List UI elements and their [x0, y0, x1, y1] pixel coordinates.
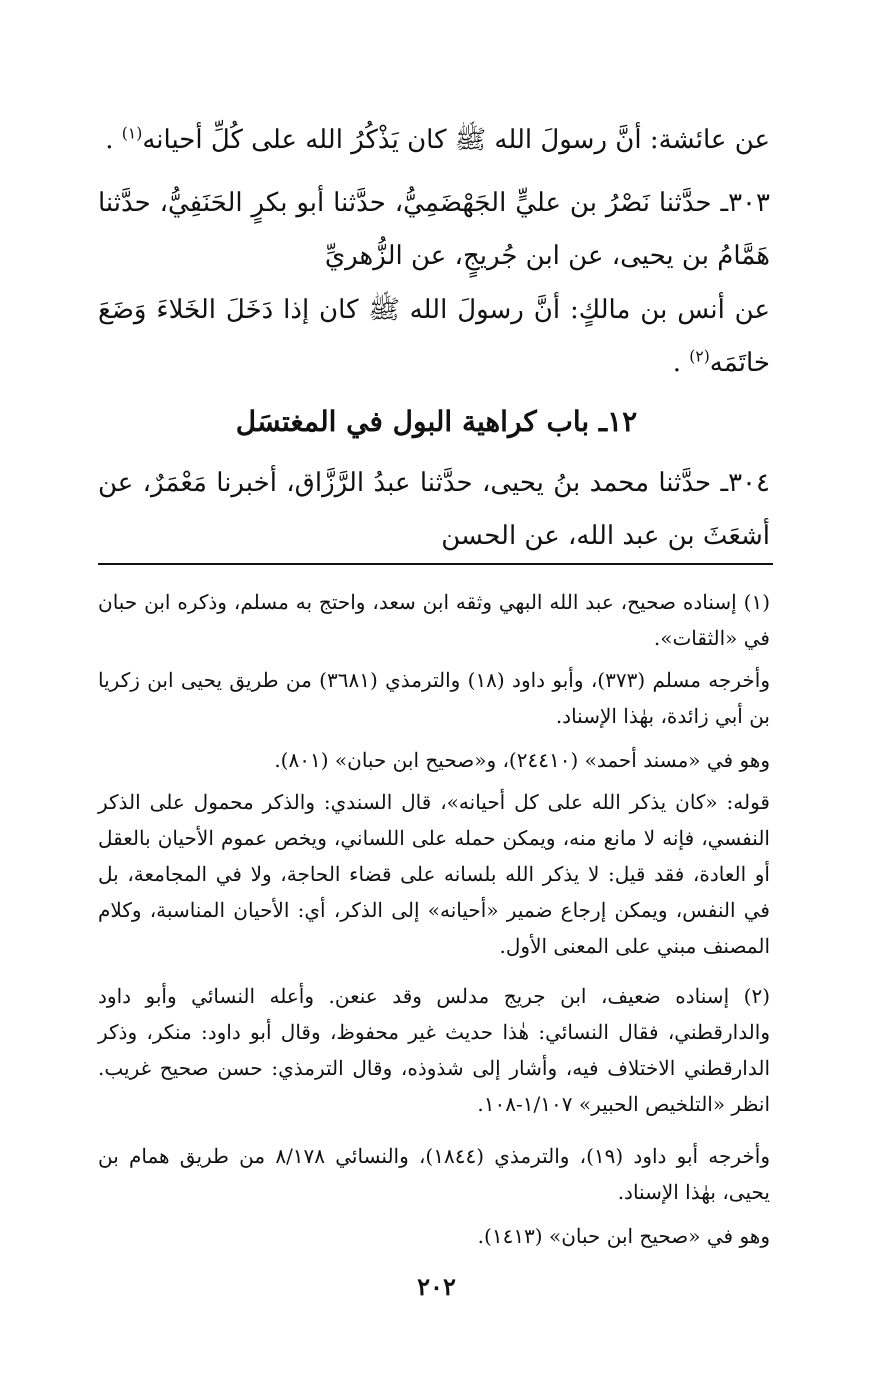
hadith-303-text: عن أنس بن مالكٍ: أنَّ رسولَ الله ﷺ كان إذا دَخَلَ الخَلاءَ وَضَعَ خاتَمَه	[98, 295, 770, 378]
footnote-2: (٢) إسناده ضعيف، ابن جريج مدلس وقد عنعن. وأعله النسائي وأبو داود والدارقطني، فقال النسائي: هٰذا حديث غير محفوظ، وقال أبو داود: منكر، وذكر الدارقطني الاختلاف فيه، وأشار إلى شذوذه، وقال الترمذي: حسن صحيح غريب. انظر «التلخيص الحبير» ١/١٠٧-١٠٨.	[98, 984, 770, 1116]
footnote-1-commentary: قوله: «كان يذكر الله على كل أحيانه»، قال السندي: والذكر محمول على الذكر النفسي، فإنه لا مانع منه، ويمكن حمله على اللساني، ويخص عموم الأحيان بالعقل أو العادة، فقد قيل: لا يذكر الله بلسانه على قضاء الحاجة، ولا في المجامعة، بل في النفس، ويمكن إرجاع ضمير «أحيانه» إلى الذكر، أي: الأحيان المناسبة، وكلام المصنف مبني على المعنى الأول.	[98, 790, 770, 958]
hadith-text-303	[98, 284, 770, 390]
footnote-ref-1: (١)	[121, 124, 143, 143]
footnote-1-takhrij: وأخرجه مسلم (٣٧٣)، وأبو داود (١٨) والترمذي (٣٦٨١) من طريق يحيى ابن زكريا بن أبي زائدة، بهٰذا الإسناد.	[98, 668, 770, 728]
footnote-ref-2: (٢)	[689, 347, 710, 366]
hadith-text-302	[98, 114, 770, 167]
chapter-title: ١٢ـ باب كراهية البول في المغتسَل	[235, 405, 638, 438]
footnote-2-ibn-hibban: وهو في «صحيح ابن حبان» (١٤١٣).	[477, 1224, 770, 1248]
hadith-isnad-303: ٣٠٣ـ حدَّثنا نَصْرُ بن عليٍّ الجَهْضَمِيُّ، حدَّثنا أبو بكرٍ الحَنَفِيُّ، حدَّثنا هَمَّامُ بن يحيى، عن ابن جُريجٍ، عن الزُّهريِّ	[98, 188, 770, 271]
footnote-1-musnad: وهو في «مسند أحمد» (٢٤٤١٠)، و«صحيح ابن حبان» (٨٠١).	[274, 748, 770, 772]
hadith-302-text: عن عائشة: أنَّ رسولَ الله ﷺ كان يَذْكُرُ الله على كُلِّ أحيانه	[142, 125, 770, 155]
page-number: ٢٠٢	[417, 1272, 456, 1301]
hadith-isnad-304: ٣٠٤ـ حدَّثنا محمد بنُ يحيى، حدَّثنا عبدُ الرَّزَّاق، أخبرنا مَعْمَرٌ، عن أشعَثَ بن عبد الله، عن الحسن	[98, 468, 770, 551]
footnote-2-takhrij: وأخرجه أبو داود (١٩)، والترمذي (١٨٤٤)، والنسائي ٨/١٧٨ من طريق همام بن يحيى، بهٰذا الإسناد.	[98, 1144, 770, 1204]
footnote-1: (١) إسناده صحيح، عبد الله البهي وثقه ابن سعد، واحتج به مسلم، وذكره ابن حبان في «الثقات».	[98, 590, 770, 650]
hadith-302-end: .	[105, 125, 114, 155]
footnote-separator	[98, 563, 773, 565]
hadith-303-end: .	[672, 348, 681, 378]
